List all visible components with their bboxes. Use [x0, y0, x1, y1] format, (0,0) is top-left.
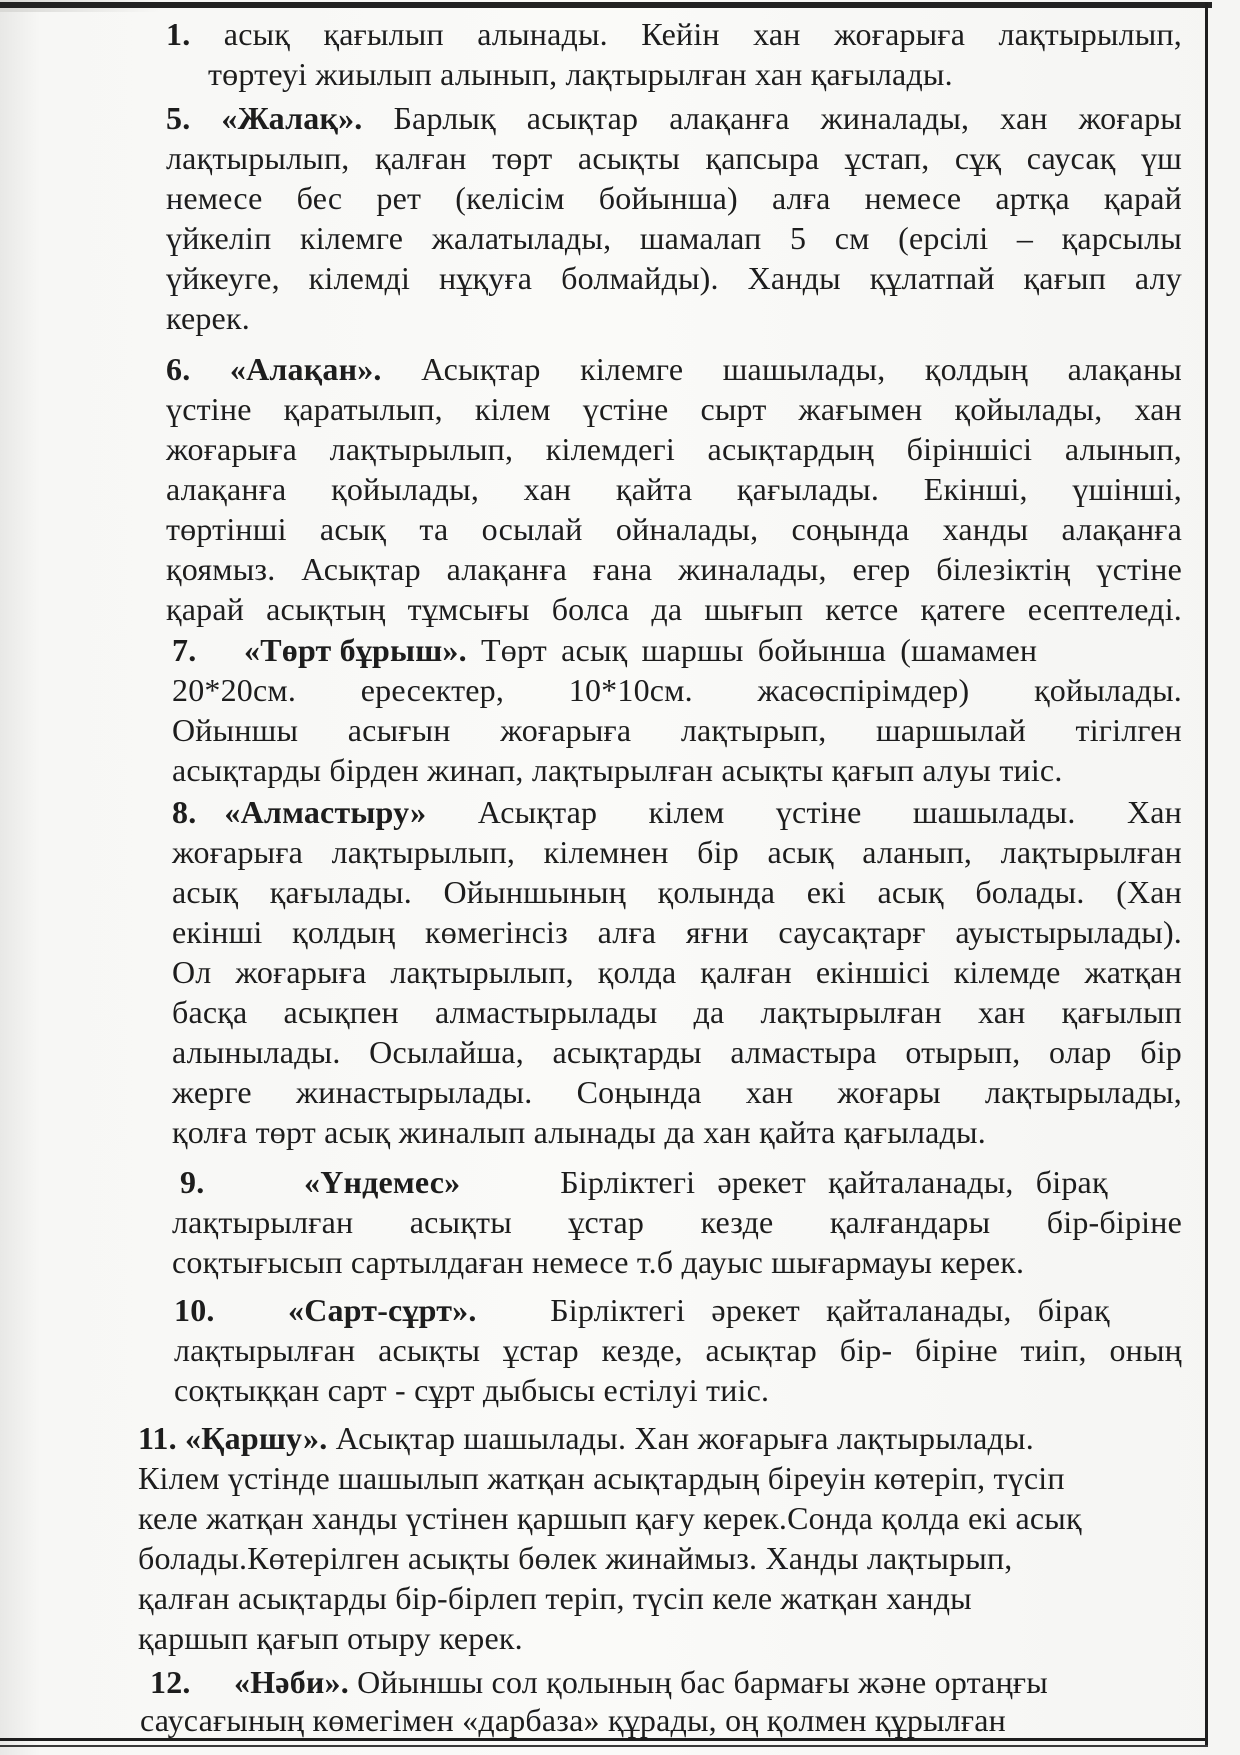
text-line: соқтыққан сарт - сұрт дыбысы естілуі тиіс.: [174, 1372, 770, 1408]
text-line: болады.Көтерілген асықты бөлек жинаймыз. Ханды лақтырып,: [138, 1540, 1013, 1576]
line-text: Бірліктегі әрекет қайталанады, бірақ: [524, 1292, 1110, 1328]
line-text: Бірліктегі әрекет қайталанады, бірақ: [538, 1164, 1108, 1200]
text-line: екінші қолдың көмегінсіз алға яғни саусақтарғ ауыстырылады).: [172, 914, 1182, 950]
text-line: үйкеуге, кілемді нұқуға болмайды). Ханды құлатпай қағып алу: [166, 260, 1182, 296]
text-line: лақтырылған асықты ұстар кезде, асықтар бір- біріне тиіп, оның: [174, 1332, 1182, 1368]
bottom-border-rule-thin: [0, 1745, 1208, 1747]
item-heading-line: [166, 98, 1182, 138]
item-heading-line: [180, 1162, 1182, 1202]
line-text: асық қағылып алынады. Кейін хан жоғарыға лақтырылып,: [190, 16, 1182, 52]
item-heading-line: [172, 630, 1182, 670]
line-text: Асықтар кілем үстіне шашылады. Хан: [426, 794, 1182, 830]
text-line: басқа асықпен алмастырылады да лақтырылған хан қағылып: [172, 994, 1182, 1030]
line-text: Ойыншы сол қолының бас бармағы және ортаңғы: [348, 1664, 1048, 1700]
text-line: Кілем үстінде шашылып жатқан асықтардың біреуін көтеріп, түсіп: [138, 1460, 1065, 1496]
text-line: соқтығысып сартылдаған немесе т.б дауыс шығармауы керек.: [172, 1244, 1025, 1280]
item-title: «Алақан».: [190, 351, 382, 387]
line-text: Асықтар шашылады. Хан жоғарыға лақтырылады.: [327, 1420, 1034, 1456]
item-number: 11.: [138, 1420, 177, 1456]
line-text: Барлық асықтар алақанға жиналады, хан жоғары: [362, 100, 1182, 136]
text-line: қалған асықтарды бір-бірлеп теріп, түсіп келе жатқан ханды: [138, 1580, 972, 1616]
item-number: 5.: [166, 100, 191, 136]
item-heading-line: [172, 792, 1182, 832]
text-line: керек.: [166, 300, 250, 336]
text-line: асықтарды бірден жинап, лақтырылған асықты қағып алуы тиіс.: [172, 752, 1063, 788]
item-title: «Сарт-сұрт».: [288, 1292, 477, 1328]
item-title: «Төрт бұрыш».: [244, 632, 467, 668]
line-text: Асықтар кілемге шашылады, қолдың алақаны: [381, 351, 1182, 387]
text-line: жерге жинастырылады. Соңында хан жоғары лақтырылады,: [172, 1074, 1182, 1110]
item-number: 6.: [166, 351, 191, 387]
item-number: 10.: [174, 1292, 215, 1328]
top-border-rule: [0, 2, 1212, 8]
text-line: үстіне қаратылып, кілем үстіне сырт жағымен қойылады, хан: [166, 391, 1182, 427]
text-line: үйкеліп кілемге жалатылады, шамалап 5 см (ерсілі – қарсылы: [166, 220, 1182, 256]
text-line: қарай асықтың тұмсығы болса да шығып кетсе қатеге есептеледі.: [166, 591, 1182, 627]
text-line: қаршып қағып отыру керек.: [138, 1620, 523, 1656]
item-heading-line: [138, 1418, 1034, 1458]
text-line: алынылады. Осылайша, асықтарды алмастыра отырып, олар бір: [172, 1034, 1182, 1070]
text-line: жоғарыға лақтырылып, кілемнен бір асық аланып, лақтырылған: [172, 834, 1182, 870]
right-border-rule: [1205, 2, 1208, 1747]
line-text: Төрт асық шаршы бойынша (шамамен: [466, 632, 1038, 668]
text-line: немесе бес рет (келісім бойынша) алға немесе артқа қарай: [166, 180, 1182, 216]
text-line: лақтырылған асықты ұстар кезде қалғандары бір-біріне: [172, 1204, 1182, 1240]
item-title: «Жалақ».: [190, 100, 363, 136]
text-line: лақтырылып, қалған төрт асықты қапсыра ұстап, сұқ саусақ үш: [166, 140, 1182, 176]
item-number: 1.: [166, 16, 191, 52]
item-heading-line: [150, 1662, 1048, 1702]
text-line: жоғарыға лақтырылып, кілемдегі асықтардың біріншісі алынып,: [166, 431, 1182, 467]
text-line: асық қағылады. Ойыншының қолында екі асық болады. (Хан: [172, 874, 1182, 910]
item-number: 8.: [172, 794, 197, 830]
item-number: 9.: [180, 1164, 205, 1200]
text-line: саусағының көмегімен «дарбаза» құрады, оң қолмен құрылған: [140, 1702, 1006, 1738]
text-line: 20*20см. ересектер, 10*10см. жасөспірімдер) қойылады.: [172, 672, 1182, 708]
item-title: «Нәби».: [234, 1664, 349, 1700]
item-heading-line: [174, 1290, 1182, 1330]
item-number: 7.: [172, 632, 197, 668]
text-line: Ол жоғарыға лақтырылып, қолда қалған екіншісі кілемде жатқан: [172, 954, 1182, 990]
item-number: 12.: [150, 1664, 191, 1700]
item-heading-line: [166, 349, 1182, 389]
text-line: қоямыз. Асықтар алақанға ғана жиналады, егер білезіктің үстіне: [166, 551, 1182, 587]
text-line: алақанға қойылады, хан қайта қағылады. Екінші, үшінші,: [166, 471, 1182, 507]
text-line: Ойыншы асығын жоғарыға лақтырып, шаршылай тігілген: [172, 712, 1182, 748]
item-title: «Алмастыру»: [224, 794, 427, 830]
text-line: [166, 14, 1182, 54]
item-title: «Үндемес»: [304, 1164, 461, 1200]
text-line: келе жатқан ханды үстінен қаршып қағу керек.Сонда қолда екі асық: [138, 1500, 1082, 1536]
text-line: төртінші асық та осылай ойналады, соңында ханды алақанға: [166, 511, 1182, 547]
text-line: қолға төрт асық жиналып алынады да хан қайта қағылады.: [172, 1114, 986, 1150]
text-line: төртеуі жиылып алынып, лақтырылған хан қағылады.: [208, 56, 953, 92]
item-title: «Қаршу».: [176, 1420, 328, 1456]
